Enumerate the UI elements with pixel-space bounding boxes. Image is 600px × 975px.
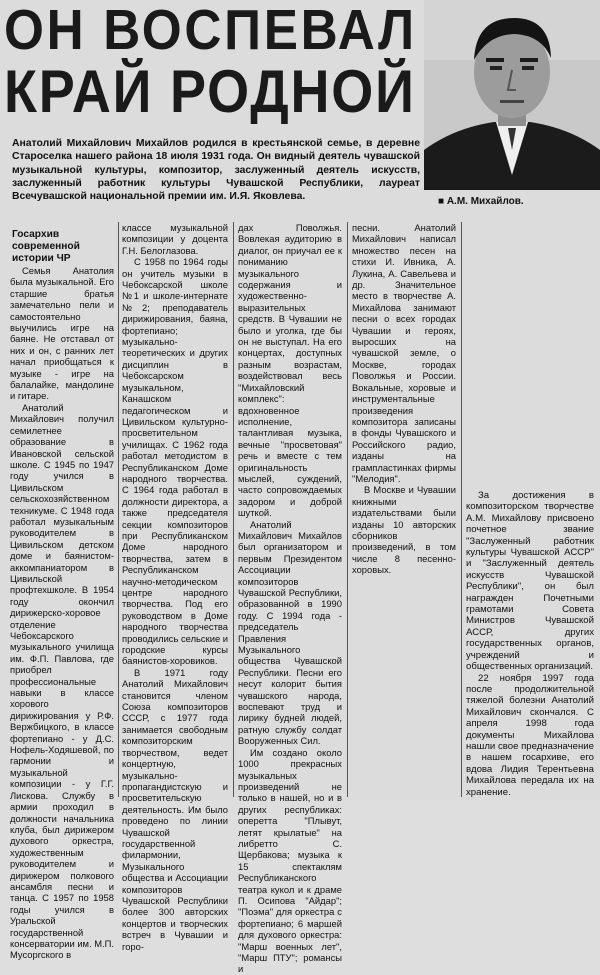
paragraph: Им создано около 1000 прекрасных музыкальных произведений не только в нашей, но и в других республиках: оперетта "Плывут, летят крылатые" на либретто С. Щербакова; музыка к 15 спектаклям Республиканского театра кукол и к драме П. Осипова "Айдар"; "Поэма" для оркестра с фортепиано; 6 маршей для духового оркестра: "Марш военных лет", "Марш ПТУ"; романсы и [238,746,342,975]
paragraph: Анатолий Михайлович Михайлов был организатором и первым Президентом Ассоциации композиторов Чувашской Республики, образованной в 1990 году. С 1994 года - председатель Правления Музыкального общества Чувашской Республики. Песни его несут колорит бытия чувашского народа, воспевают труд и лирику будней людей, ратную службу солдат Вооруженных Сил. [238,518,342,747]
paragraph: В Москве и Чувашии книжными издательствами были изданы 10 авторских сборников произведений, в том числе 8 песенно-хоровых. [352,484,456,576]
paragraph: Анатолий Михайлович получил семилетнее образование в Ивановской сельской школе. С 1945 по 1947 году учился в Цивильском сельскохозяйственном техникуме. С 1948 года работал музыкальным руководителем в Цивильском детском доме и баянистом-аккомпаниатором в Цивильской профтехшколе. В 1954 году окончил дирижерско-хоровое отделение Чебоксарского музыкального училища им. Ф.П. Павлова, где приобрел профессиональные навыки в классе хорового дирижирования у Р.Ф. Вержбицкого, в классе фортепиано - у Д.С. Нофель-Ходяшевой, по гармонии и музыкальной композиции - у Г.Г. Лискова. Службу в армии проходил в должности начальника клуба, был дирижером духового оркестра, художественным руководителем и дирижером полкового ансамбля песни и танца. С 1957 по 1958 годы учился в Уральской государственной консерватории им. М.П. Мусоргского в [10,401,114,961]
headline-line-2: КРАЙ РОДНОЙ [4,58,416,125]
paragraph: Семья Анатолия была музыкальной. Его старшие братья замечательно пели и самостоятельно выучились игре на баяне. Не отставал от них и он, с ранних лет начал приобщаться к музыке - игре на балалайке, мандолине и гитаре. [10,265,114,402]
column-divider [118,222,119,797]
column-divider [233,222,234,797]
paragraph: С 1958 по 1964 годы он учитель музыки в Чебоксарской школе №1 и школе-интернате №2; преподаватель дирижирования, баяна, фортепиано; музыкально-теоретических и других дисциплин в Чебоксарском музыкальном, Канашском педагогическом и Цивильском культурно-просветительном училищах. С 1962 года работал методистом в Республиканском Доме народного творчества. С 1964 года работал в должности директора, а также председателя секции композиторов при Республиканском Доме народного творчества, затем в Республиканском научно-методическом центре народного творчества. Под его руководством в Доме народного творчества проводились сельские и городские курсы баянистов-хоровиков. [122,256,229,667]
article-column-4 [352,222,456,800]
paragraph: За достижения в композиторском творчестве А.М. Михайлову присвоено почетное звание "Заслуженный работник культуры Чувашской АССР" и "Заслуженный деятель искусств Чувашской Республики", он был награжден Почетными грамотами Совета Министров Чувашской АССР, других государственных органов, учреждений и общественных организаций. [466,490,594,673]
lead-paragraph: Анатолий Михайлович Михайлов родился в крестьянской семье, в деревне Староселка нашего района 18 июля 1931 года. Он видный деятель чувашской музыкальной культуры, композитор, заслуженный деятель искусств, заслуженный работник культуры Чувашской Республики, лауреат Всечувашской национальной премии им. И.Я. Яковлева. [12,138,420,203]
article-column-2 [122,222,229,952]
portrait-photo [424,0,600,190]
column-divider [347,222,348,797]
paragraph: дах Поволжья. Вовлекая аудиторию в диалог, он приучал ее к пониманию музыкального содержания и художественно-выразительных средств. В Чувашии не было и уголка, где бы он не выступал. На его концертах, доступных разным возрастам, воздействовал весь "Михайловский комплекс": вдохновенное исполнение, талантливая музыка, вечные "просветовая" речь и вместе с тем оригинальность мыслей, суждений, часто сопровождаемых задором и доброй шуткой. [238,222,342,519]
article-column-3 [238,222,342,975]
paragraph: В 1971 году Анатолий Михайлович становится членом Союза композиторов СССР, с 1977 года занимается свободным композиторским творчеством, ведет концертную, музыкально-пропагандистскую и просветительскую деятельность. Им было проведено по линии Чувашской государственной филармонии, Музыкального общества и Ассоциации композиторов Чувашской Республики более 300 авторских концертов и творческих встреч в Чувашии и горо- [122,666,228,952]
paragraph: 22 ноября 1997 года после продолжительной тяжелой болезни Анатолий Михайлович скончался. С апреля 1998 года документы Михайлова нашли свое предназначение в нашем госархиве, его вдова Лидия Терентьевна Михайлова передала их на хранение. [466,672,595,798]
portrait-image [424,0,600,190]
article-column-5 [466,490,595,798]
source-credit: Госархив современной истории ЧР [12,229,80,264]
column-divider [461,222,462,797]
paragraph: классе музыкальной композиции у доцента Г.Н. Белоглазова. [122,222,228,256]
headline-line-1: ОН ВОСПЕВАЛ [4,0,417,62]
paragraph: песни. Анатолий Михайлович написал множество песен на стихи И. Ивника, А. Лукина, А. Савельева и др. Значительное место в творчестве А. Михайлова занимают песни о всех городах Чувашии и героях, выросших на чувашской земле, о Москве, городах Поволжья и России. Вокальные, хоровые и инструментальные произведения композитора записаны в фонды Чувашского и Российского радио, изданы на грампластинках фирмы "Мелодия". [352,222,456,484]
article-column-1 [10,265,114,961]
photo-caption: ■ А.М. Михайлов. [438,196,524,207]
